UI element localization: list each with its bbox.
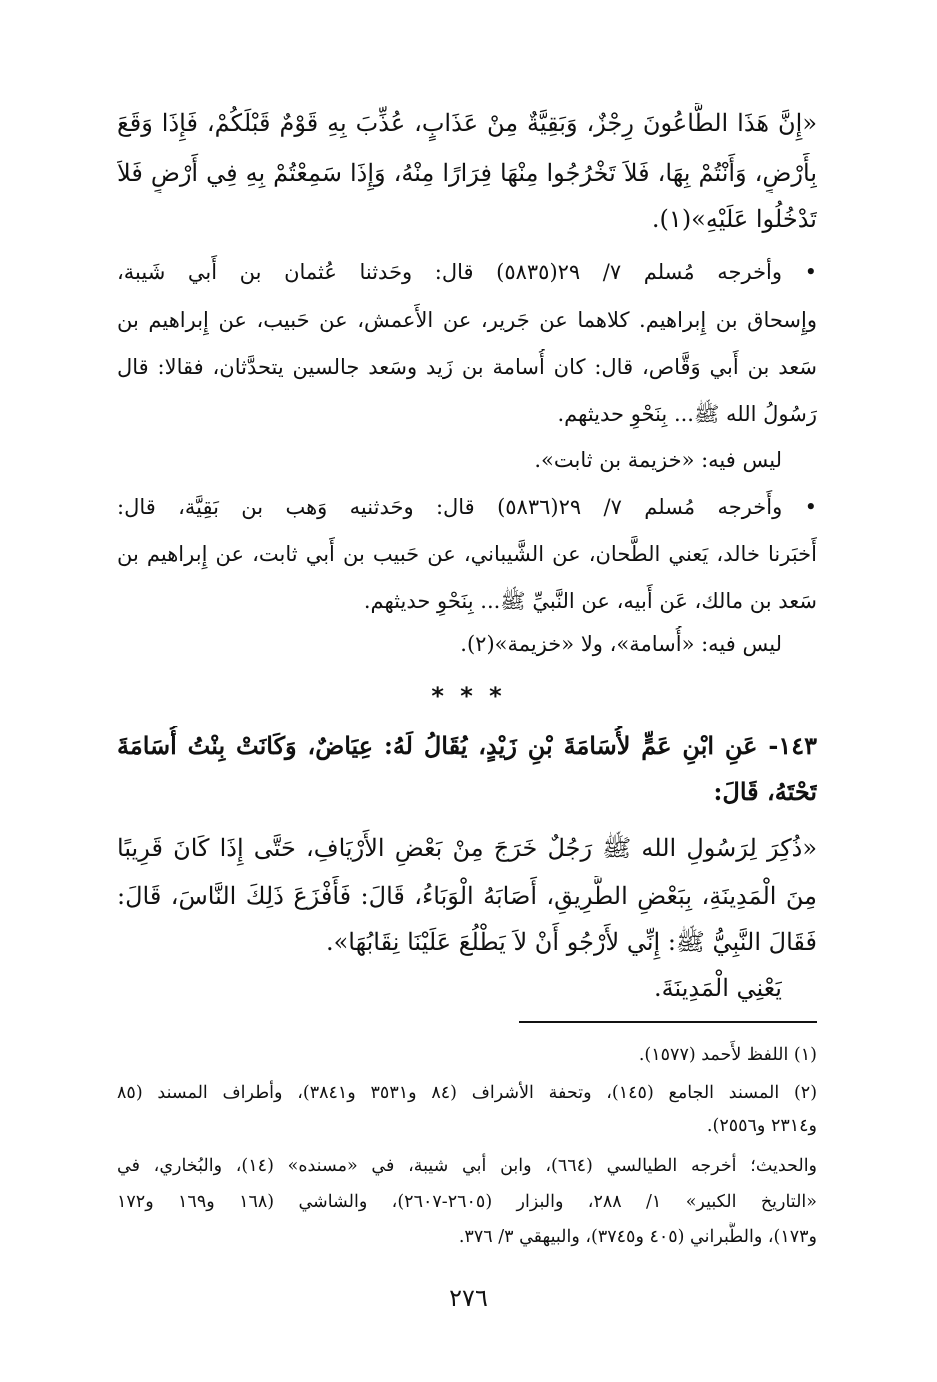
- footnote-line: و١٧٣)، والطَّبراني (٤٠٥ و٣٧٤٥)، والبيهقي ٣/ ٣٧٦.: [458, 1227, 817, 1247]
- takhrij-line: سَعد بن مالك، عَن أَبيه، عن النَّبيِّ ﷺ... بِنَحْوِ حديثهم.: [363, 589, 817, 613]
- takhrij-line: وإِسحاق بن إِبراهيم. كلاهما عن جَرير، عن الأَعمش، عن حَبيب، عن إِبراهيم بن: [117, 308, 817, 332]
- takhrij-line: سَعد بن أَبي وَقَّاص، قال: كان أُسامة بن زَيد وسَعد جالسين يتحدَّثان، فقالا: قال: [117, 355, 817, 379]
- takhrij-note: ليس فيه: «خزيمة بن ثابت».: [534, 448, 782, 472]
- footnote-line: «التاريخ الكبير» ١/ ٢٨٨، والبزار (٢٦٠٥-٢٦٠٧)، والشاشي (١٦٨ و١٦٩ و١٧٢: [117, 1192, 817, 1212]
- page-number: ٢٧٦: [449, 1284, 488, 1312]
- footnote-line: و٢٣١٤ و٢٥٥٦).: [706, 1116, 817, 1136]
- hadith-heading-line: ١٤٣- عَنِ ابْنِ عَمٍّ لأُسَامَةَ بْنِ زَيْدٍ، يُقَالُ لَهُ: عِيَاضٌ، وَكَانَتْ بِنْتُ أُسَامَةَ: [117, 731, 817, 760]
- footnote: (١) اللفظ لأَحمد (١٥٧٧).: [638, 1045, 817, 1065]
- takhrij-line: أَخبَرنا خالد، يَعني الطَّحان، عن الشَّيباني، عن حَبيب بن أَبي ثابت، عن إِبراهيم بن: [117, 542, 817, 566]
- hadith-text-line: «إِنَّ هَذَا الطَّاعُونَ رِجْزٌ، وَبَقِيَّةٌ مِنْ عَذَابٍ، عُذِّبَ بِهِ قَوْمٌ قَبْلَكُمْ، فَإِذَا وَقَعَ: [117, 109, 817, 137]
- section-separator: * * *: [431, 682, 506, 710]
- hadith-text-line: تَدْخُلُوا عَلَيْهِ»(١).: [651, 205, 817, 233]
- footnote-line: والحديث؛ أخرجه الطيالسي (٦٦٤)، وابن أبي شيبة، في «مسنده» (١٤)، والبُخاري، في: [117, 1156, 817, 1176]
- footnote-separator: [519, 1021, 817, 1023]
- hadith-text-line: «ذُكِرَ لِرَسُولِ الله ﷺ رَجُلٌ خَرَجَ مِنْ بَعْضِ الأَرْيَافِ، حَتَّى إِذَا كَانَ قَرِيبًا: [117, 834, 817, 862]
- takhrij-line: رَسُولُ الله ﷺ... بِنَحْوِ حديثهم.: [557, 402, 817, 426]
- hadith-text-line: يَعْنِي الْمَدِينَةَ.: [653, 974, 782, 1002]
- hadith-text-line: بِأَرْضٍ، وَأَنْتُمْ بِهَا، فَلاَ تَخْرُجُوا مِنْهَا فِرَارًا مِنْهُ، وَإِذَا سَمِعْتُمْ بِهِ فِي أَرْضٍ فَلاَ: [117, 159, 817, 187]
- hadith-heading-line: تَحْتَهُ، قَالَ:: [713, 777, 817, 806]
- takhrij-line: • وأخرجه مُسلم ٧/ ٢٩(٥٨٣٥) قال: وحَدثنا عُثمان بن أَبي شَيبة،: [117, 260, 817, 284]
- footnote-line: (٢) المسند الجامع (١٤٥)، وتحفة الأشراف (٨٤ و٣٥٣١ و٣٨٤١)، وأطراف المسند (٨٥: [117, 1083, 817, 1103]
- hadith-text-line: مِنَ الْمَدِينَةِ، بِبَعْضِ الطَّرِيقِ، أَصَابَهُ الْوَبَاءُ، قَالَ: فَأَفْزَعَ ذَلِكَ النَّاسَ، قَالَ:: [117, 882, 817, 910]
- hadith-text-line: فَقَالَ النَّبِيُّ ﷺ: إِنِّي لأَرْجُو أَنْ لاَ يَطْلُعَ عَلَيْنَا نِقَابُهَا».: [325, 928, 817, 956]
- takhrij-note: ليس فيه: «أُسامة»، ولا «خزيمة»(٢).: [460, 632, 782, 656]
- takhrij-line: • وأَخرجه مُسلم ٧/ ٢٩(٥٨٣٦) قال: وحَدثنيه وَهب بن بَقِيَّة، قال:: [117, 495, 817, 519]
